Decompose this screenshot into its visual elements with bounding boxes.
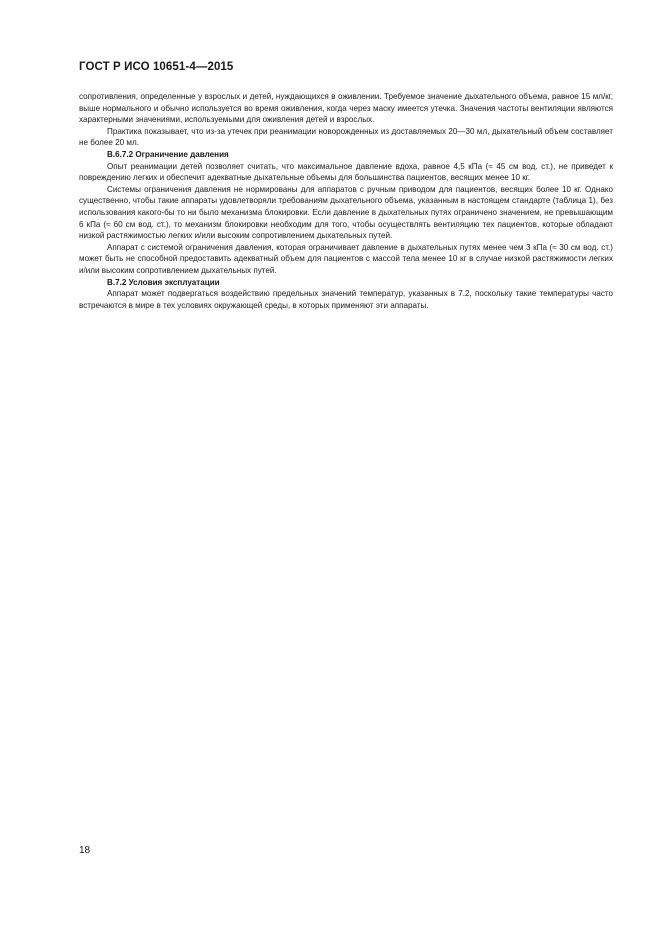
section-heading-pressure-limit: В.6.7.2 Ограничение давления <box>107 149 229 159</box>
paragraph-temperature-limits: Аппарат может подвергаться воздействию предельных значений температур, указанных в 7.2, поскольку такие температуры часто встречаются в мире в тех условиях окружающей среды, в которых применяют эти аппараты. <box>79 289 613 310</box>
paragraph-continuation: сопротивления, определенные у взрослых и детей, нуждающихся в оживлении. Требуемое значение дыхательного объема, равное 15 мл/кг, выше нормального и обычно используется во время оживления, когда через маску имеется утечка. Значения частоты вентиляции являются характерными значениями, используемыми для оживления детей и взрослых. <box>79 92 613 125</box>
paragraph-pressure-limiting-device: Аппарат с системой ограничения давления, которая ограничивает давление в дыхательных путях менее чем 3 кПа (≈ 30 см вод. ст.) может быть не способной предоставить адекватный объем для пациентов с массой тела менее 10 кг в случае низкой растяжимости легких и/или высоким сопротивлением дыхательных путей. <box>79 242 613 275</box>
paragraph-leak-practice: Практика показывает, что из-за утечек при реанимации новорожденных из доставляемых 20—30 мл, дыхательный объем составляет не более 20 мл. <box>79 126 613 148</box>
document-body <box>79 91 613 311</box>
paragraph-resuscitation-experience: Опыт реанимации детей позволяет считать, что максимальное давление вдоха, равное 4,5 кПа (≈ 45 см вод. ст.), не приведет к повреждению легких и обеспечит адекватные дыхательные объемы для большинства пациентов, весящих менее 10 кг. <box>79 161 613 183</box>
paragraph-pressure-systems: Системы ограничения давления не нормированы для аппаратов с ручным приводом для пациентов, весящих более 10 кг. Однако существенно, чтобы такие аппараты удовлетворяли требованиям дыхательного объема, указанным в настоящем стандарте (таблица 1), без использования какого-бы то ни было механизма блокировки. Если давление в дыхательных путях ограничено значением, не превышающим 6 кПа (≈ 60 см вод. ст.), то механизм блокировки необходим для того, чтобы осуществлять вентиляцию тех пациентов, которые обладают низкой растяжимостью легких и/или высоким сопротивлением дыхательных путей. <box>79 184 613 241</box>
page-number: 18 <box>79 845 91 856</box>
document-header-title: ГОСТ Р ИСО 10651-4—2015 <box>79 61 234 73</box>
section-heading-operating-conditions: В.7.2 Условия эксплуатации <box>107 277 220 287</box>
